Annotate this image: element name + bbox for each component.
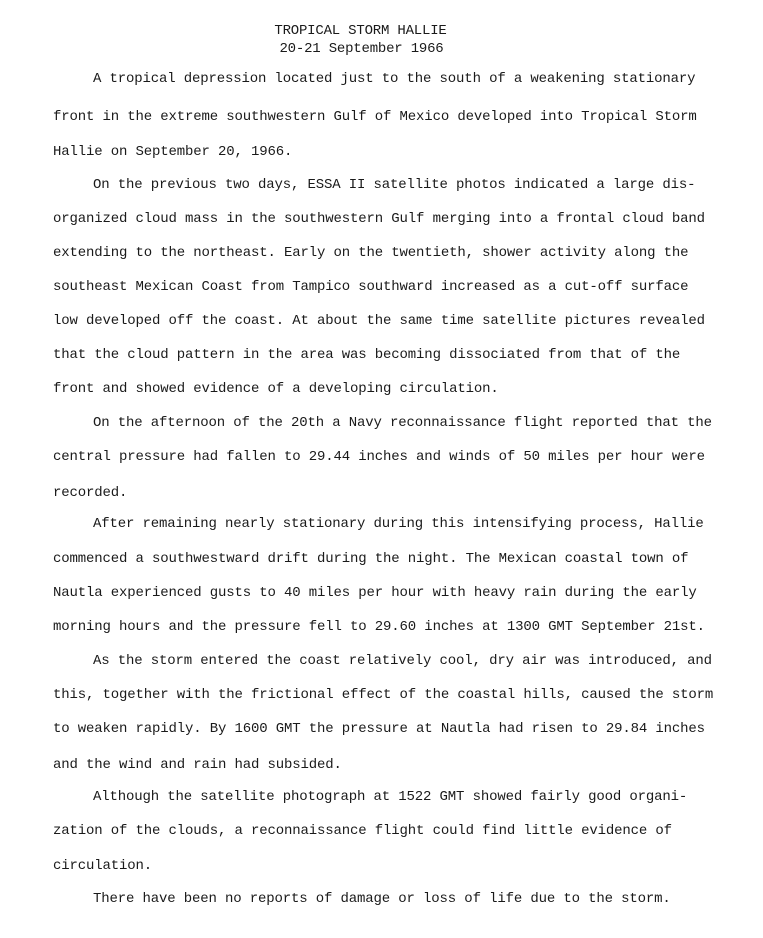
paragraph-3-line-1: On the afternoon of the 20th a Navy reconnaissance flight reported that the: [93, 415, 712, 431]
paragraph-4-line-1: After remaining nearly stationary during this intensifying process, Hallie: [93, 516, 704, 532]
paragraph-1-line-2: front in the extreme southwestern Gulf of Mexico developed into Tropical Storm: [53, 109, 697, 125]
paragraph-2-line-6: that the cloud pattern in the area was becoming dissociated from that of the: [53, 347, 681, 363]
paragraph-1-line-3: Hallie on September 20, 1966.: [53, 144, 293, 160]
paragraph-2-line-5: low developed off the coast. At about the same time satellite pictures revealed: [53, 313, 705, 329]
paragraph-7-line-1: There have been no reports of damage or loss of life due to the storm.: [93, 891, 671, 907]
paragraph-4-line-3: Nautla experienced gusts to 40 miles per hour with heavy rain during the early: [53, 585, 697, 601]
paragraph-5-line-4: and the wind and rain had subsided.: [53, 757, 342, 773]
paragraph-6-line-2: zation of the clouds, a reconnaissance flight could find little evidence of: [53, 823, 672, 839]
document-title: TROPICAL STORM HALLIE: [274, 23, 447, 39]
paragraph-5-line-1: As the storm entered the coast relatively cool, dry air was introduced, and: [93, 653, 712, 669]
paragraph-6-line-1: Although the satellite photograph at 1522 GMT showed fairly good organi-: [93, 789, 688, 805]
paragraph-2-line-2: organized cloud mass in the southwestern Gulf merging into a frontal cloud band: [53, 211, 705, 227]
paragraph-4-line-2: commenced a southwestward drift during the night. The Mexican coastal town of: [53, 551, 689, 567]
paragraph-2-line-1: On the previous two days, ESSA II satellite photos indicated a large dis-: [93, 177, 696, 193]
paragraph-2-line-7: front and showed evidence of a developing circulation.: [53, 381, 499, 397]
paragraph-6-line-3: circulation.: [53, 858, 153, 874]
paragraph-5-line-2: this, together with the frictional effect of the coastal hills, caused the storm: [53, 687, 714, 703]
paragraph-1-line-1: A tropical depression located just to the south of a weakening stationary: [93, 71, 696, 87]
paragraph-5-line-3: to weaken rapidly. By 1600 GMT the pressure at Nautla had risen to 29.84 inches: [53, 721, 705, 737]
paragraph-3-line-3: recorded.: [53, 485, 128, 501]
paragraph-2-line-4: southeast Mexican Coast from Tampico southward increased as a cut-off surface: [53, 279, 689, 295]
paragraph-3-line-2: central pressure had fallen to 29.44 inches and winds of 50 miles per hour were: [53, 449, 705, 465]
paragraph-2-line-3: extending to the northeast. Early on the twentieth, shower activity along the: [53, 245, 689, 261]
paragraph-4-line-4: morning hours and the pressure fell to 29.60 inches at 1300 GMT September 21st.: [53, 619, 705, 635]
document-subtitle: 20-21 September 1966: [279, 41, 444, 57]
